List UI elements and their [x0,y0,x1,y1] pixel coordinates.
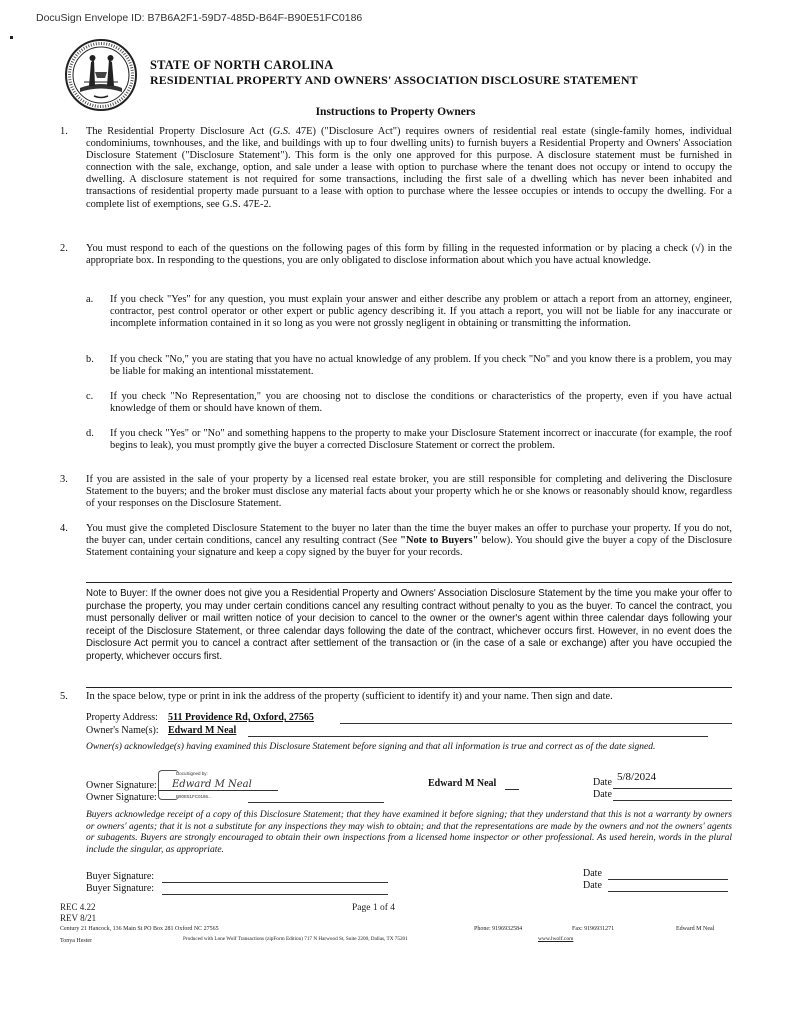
item-text: In the space below, type or print in ink the address of the property (sufficient to identify it) and your name. Then sign and date. [86,691,613,702]
brokerage-fax: Fax: 9196931271 [572,926,615,932]
owner-date-value[interactable]: 5/8/2024 [617,771,657,783]
instruction-subitem-a [86,294,732,330]
docusign-signed-by: DocuSigned by: [176,771,208,776]
owner-signature-label: Owner Signature: [86,780,157,791]
produced-by: Produced with Lone Wolf Transactions (zipForm Edition) 717 N Harwood St, Suite 2200, Dallas, TX 75201 [183,936,408,942]
owner-signature-line [158,790,278,791]
buyer-note-bottom-rule [86,687,732,688]
owner-2-date-label: Date [593,789,612,800]
printed-name-line [505,789,519,790]
brokerage-info: Century 21 Hancock, 136 Main St PO Box 281 Oxford NC 27565 [60,926,219,932]
item-number: 4. [60,523,68,534]
buyer-signature-2-line[interactable] [162,894,388,895]
buyer-2-date-label: Date [583,880,602,891]
agent-name: Tonya Hester [60,938,93,944]
property-address-line [340,723,732,724]
owner-names-value[interactable]: Edward M Neal [168,725,237,736]
page-number: Page 1 of 4 [352,903,396,913]
item-text: The Residential Property Disclosure Act (G.S. 47E) ("Disclosure Act") requires owners of residential real estate (single-family homes, individual condominiums, townhouses, and the like, and buildings with up to four dwelling units) to furnish buyers a Residential Property and Owners' Association Disclosure Statement ("Disclosure Statement"). This form is the only one approved for this purpose. A disclosure statement must be furnished in connection with the sale, exchange, option, and sale under a lease with option to purchase where the tenant does not occupy or intend to occupy the dwelling. A disclosure statement is not required for some transactions, including the first sale of a dwelling which has never been inhabited and transactions of residential property made pursuant to a lease with option to purchase where the lessee occupies or intends to occupy the dwelling. For a complete list of exemptions, see G.S. 47E-2. [86,126,732,210]
subitem-letter: d. [86,428,94,439]
subitem-text: If you check "No," you are stating that you have no actual knowledge of any problem. If you check "No" and you know there is a problem, you may be liable for making an intentional misstatement. [110,354,732,378]
buyer-note-top-rule [86,582,732,583]
subitem-text: If you check "Yes" or "No" and something happens to the property to make your Disclosure Statement incorrect or inaccurate (for example, the roof begins to leak), you must promptly give the buyer a corrected Disclosure Statement or correct the problem. [110,428,732,452]
instruction-subitem-d [86,428,732,452]
instruction-item-3 [60,474,732,510]
item-text: You must respond to each of the questions on the following pages of this form by filling in the requested information or by placing a check (√) in the appropriate box. In responding to the questions, you are only obligated to disclose information about which you have actual knowledge. [86,243,732,267]
buyer-signature-2-label: Buyer Signature: [86,883,155,894]
owner-printed-name: Edward M Neal [428,778,497,789]
item-number: 5. [60,691,68,702]
subitem-text: If you check "Yes" for any question, you must explain your answer and either describe any problem or attach a report from an attorney, engineer, contractor, pest control operator or other expert or public agency describing it. If you attach a report, you will not be liable for any inaccurate or incomplete information contained in it so long as you were not grossly negligent in obtaining or transmitting the information. [110,294,732,330]
owner-handwritten-signature[interactable]: Edward M Neal [172,779,252,790]
form-revision: REV 8/21 [60,913,97,923]
instruction-item-1 [60,126,732,211]
corner-mark [10,36,13,39]
instruction-subitem-c [86,391,732,415]
owner-signature-2-line[interactable] [248,802,384,803]
item-text: You must give the completed Disclosure Statement to the buyer no later than the time the buyer makes an offer to purchase your property. If you do not, the buyer can, under certain conditions, cancel any resulting contract (See "Note to Buyers" below). You should give the buyer a copy of the Disclosure Statement containing your signature and keep a copy signed by the buyer for your records. [86,523,732,559]
instruction-subitem-b [86,354,732,378]
subitem-letter: b. [86,354,94,365]
owner-2-date-line[interactable] [613,800,732,801]
property-address-label: Property Address: [86,712,158,723]
item-number: 1. [60,126,68,137]
instructions-heading: Instructions to Property Owners [315,106,476,118]
buyer-signature-label: Buyer Signature: [86,871,155,882]
form-title: RESIDENTIAL PROPERTY AND OWNERS' ASSOCIATION DISCLOSURE STATEMENT [150,73,638,87]
brokerage-phone: Phone: 9196932584 [474,926,523,932]
buyer-acknowledgment: Buyers acknowledge receipt of a copy of this Disclosure Statement; that they have examined it before signing; that they understand that this is not a warranty by owners or owners' agents; that it is not a substitute for any inspections they may wish to obtain; and that the representations are made by the owners and not the owners' agents or subagents. Buyers are strongly encouraged to obtain their own inspections from a licensed home inspector or other professional. As used herein, words in the plural include the singular, as appropriate. [86,810,732,855]
item-number: 3. [60,474,68,485]
item-number: 2. [60,243,68,254]
state-title: STATE OF NORTH CAROLINA [150,58,334,72]
state-seal-icon [64,38,138,112]
buyer-date-line[interactable] [608,879,728,880]
subitem-letter: c. [86,391,94,402]
owner-date-line [613,788,732,789]
lone-wolf-link[interactable]: www.lwolf.com [538,936,574,942]
docusign-envelope-id: DocuSign Envelope ID: B7B6A2F1-59D7-485D-B64F-B90E51FC0186 [36,12,363,24]
subitem-text: If you check "No Representation," you are choosing not to disclose the conditions or characteristics of the property, even if you have actual knowledge of them or should have known of them. [110,391,732,415]
instruction-item-2 [60,243,732,267]
owner-acknowledgment: Owner(s) acknowledge(s) having examined this Disclosure Statement before signing and that all information is true and correct as of the date signed. [86,742,656,752]
item-text: If you are assisted in the sale of your property by a licensed real estate broker, you are still responsible for completing and delivering the Disclosure Statement to the buyers; and the broker must disclose any material facts about your property which he or she knows or reasonably should know, regardless of your responses on the Disclosure Statement. [86,474,732,510]
buyer-signature-line[interactable] [162,882,388,883]
owner-date-label: Date [593,777,612,788]
preparer-name: Edward M Neal [676,926,715,932]
form-code: REC 4.22 [60,902,96,912]
subitem-letter: a. [86,294,94,305]
instruction-item-5 [60,691,732,703]
owner-names-label: Owner's Name(s): [86,725,159,736]
note-to-buyer: Note to Buyer: If the owner does not give you a Residential Property and Owners' Association Disclosure Statement by the time you make your offer to purchase the property, you may under certain conditions cancel any resulting contract without penalty to you as the buyer. To cancel the contract, you must personally deliver or mail written notice of your decision to cancel to the owner or the owner's agent within three calendar days following your receipt of the Disclosure Statement, or three calendar days following the date of the contract, whichever occurs first. However, in no event does the Disclosure Act permit you to cancel a contract after settlement of the transaction or (in the case of a sale or exchange) after you have occupied the property, whichever occurs first. [86,588,732,662]
instruction-item-4 [60,523,732,559]
owner-names-line [248,736,708,737]
property-address-value[interactable]: 511 Providence Rd, Oxford, 27565 [168,712,314,723]
docusign-id-tag: B90E51FC0186... [176,794,212,799]
buyer-2-date-line[interactable] [608,891,728,892]
owner-signature-2-label: Owner Signature: [86,792,157,803]
buyer-date-label: Date [583,868,602,879]
